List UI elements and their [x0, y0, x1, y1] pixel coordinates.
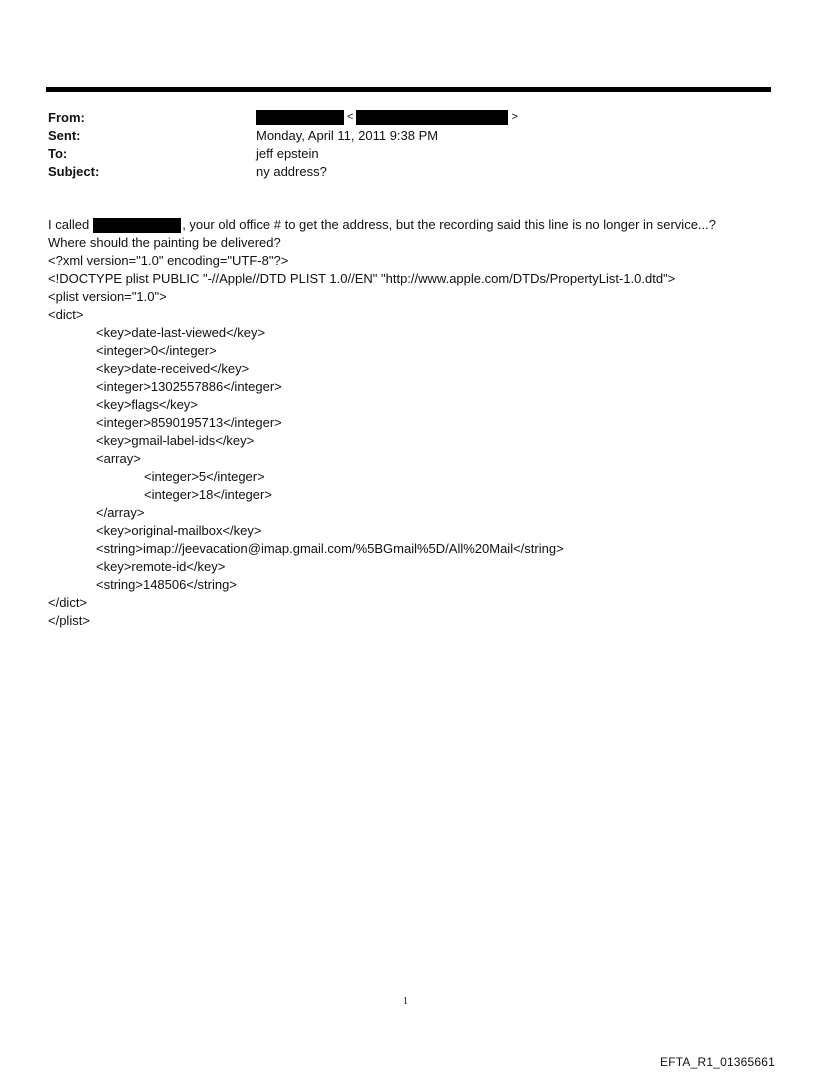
- xml-declaration: <?xml version="1.0" encoding="UTF-8"?>: [48, 253, 289, 268]
- xml-dict-open: <dict>: [48, 307, 84, 322]
- xml-line: <integer>0</integer>: [96, 343, 217, 358]
- redacted-name: [93, 218, 181, 233]
- xml-line: <string>148506</string>: [96, 577, 237, 592]
- subject-row: [48, 162, 768, 180]
- email-header: [48, 108, 768, 180]
- sent-label: Sent:: [48, 127, 81, 143]
- xml-line: <key>original-mailbox</key>: [96, 523, 262, 538]
- body-line-2: Where should the painting be delivered?: [48, 235, 281, 250]
- from-lt: <: [347, 111, 354, 123]
- from-value: [256, 110, 521, 125]
- xml-plist-close: </plist>: [48, 613, 90, 628]
- xml-line: <integer>18</integer>: [144, 487, 272, 502]
- xml-line: <key>date-last-viewed</key>: [96, 325, 266, 340]
- header-rule: [46, 87, 771, 92]
- xml-plist-open: <plist version="1.0">: [48, 289, 167, 304]
- xml-line: <key>flags</key>: [96, 397, 198, 412]
- xml-line: <integer>5</integer>: [144, 469, 265, 484]
- document-id: EFTA_R1_01365661: [660, 1055, 776, 1069]
- redacted-sender-name: [256, 110, 344, 125]
- xml-line: </array>: [96, 505, 145, 520]
- to-label: To:: [48, 145, 68, 161]
- subject-value: ny address?: [256, 163, 327, 179]
- xml-doctype: <!DOCTYPE plist PUBLIC "-//Apple//DTD PLIST 1.0//EN" "http://www.apple.com/DTDs/PropertyList-1.0.dtd">: [48, 271, 676, 286]
- xml-line: <string>imap://jeevacation@imap.gmail.com/%5BGmail%5D/All%20Mail</string>: [96, 541, 564, 556]
- called-suffix: , your old office # to get the address, but the recording said this line is no longer in service...?: [182, 217, 716, 232]
- subject-label: Subject:: [48, 163, 100, 179]
- to-value: jeff epstein: [256, 145, 319, 161]
- xml-line: <key>remote-id</key>: [96, 559, 226, 574]
- from-gt: >: [511, 111, 518, 123]
- xml-line: <integer>1302557886</integer>: [96, 379, 282, 394]
- from-row: [48, 108, 768, 126]
- xml-line: <key>gmail-label-ids</key>: [96, 433, 255, 448]
- xml-dict-close: </dict>: [48, 595, 88, 610]
- called-prefix: I called: [48, 217, 90, 232]
- redacted-sender-email: [356, 110, 508, 125]
- xml-line: <array>: [96, 451, 141, 466]
- body-line-1: [48, 216, 778, 234]
- to-row: [48, 144, 768, 162]
- sent-value: Monday, April 11, 2011 9:38 PM: [256, 127, 439, 143]
- page-number: 1: [403, 996, 408, 1007]
- from-label: From:: [48, 109, 85, 125]
- xml-line: <key>date-received</key>: [96, 361, 250, 376]
- sent-row: [48, 126, 768, 144]
- email-body: [48, 216, 778, 630]
- xml-line: <integer>8590195713</integer>: [96, 415, 282, 430]
